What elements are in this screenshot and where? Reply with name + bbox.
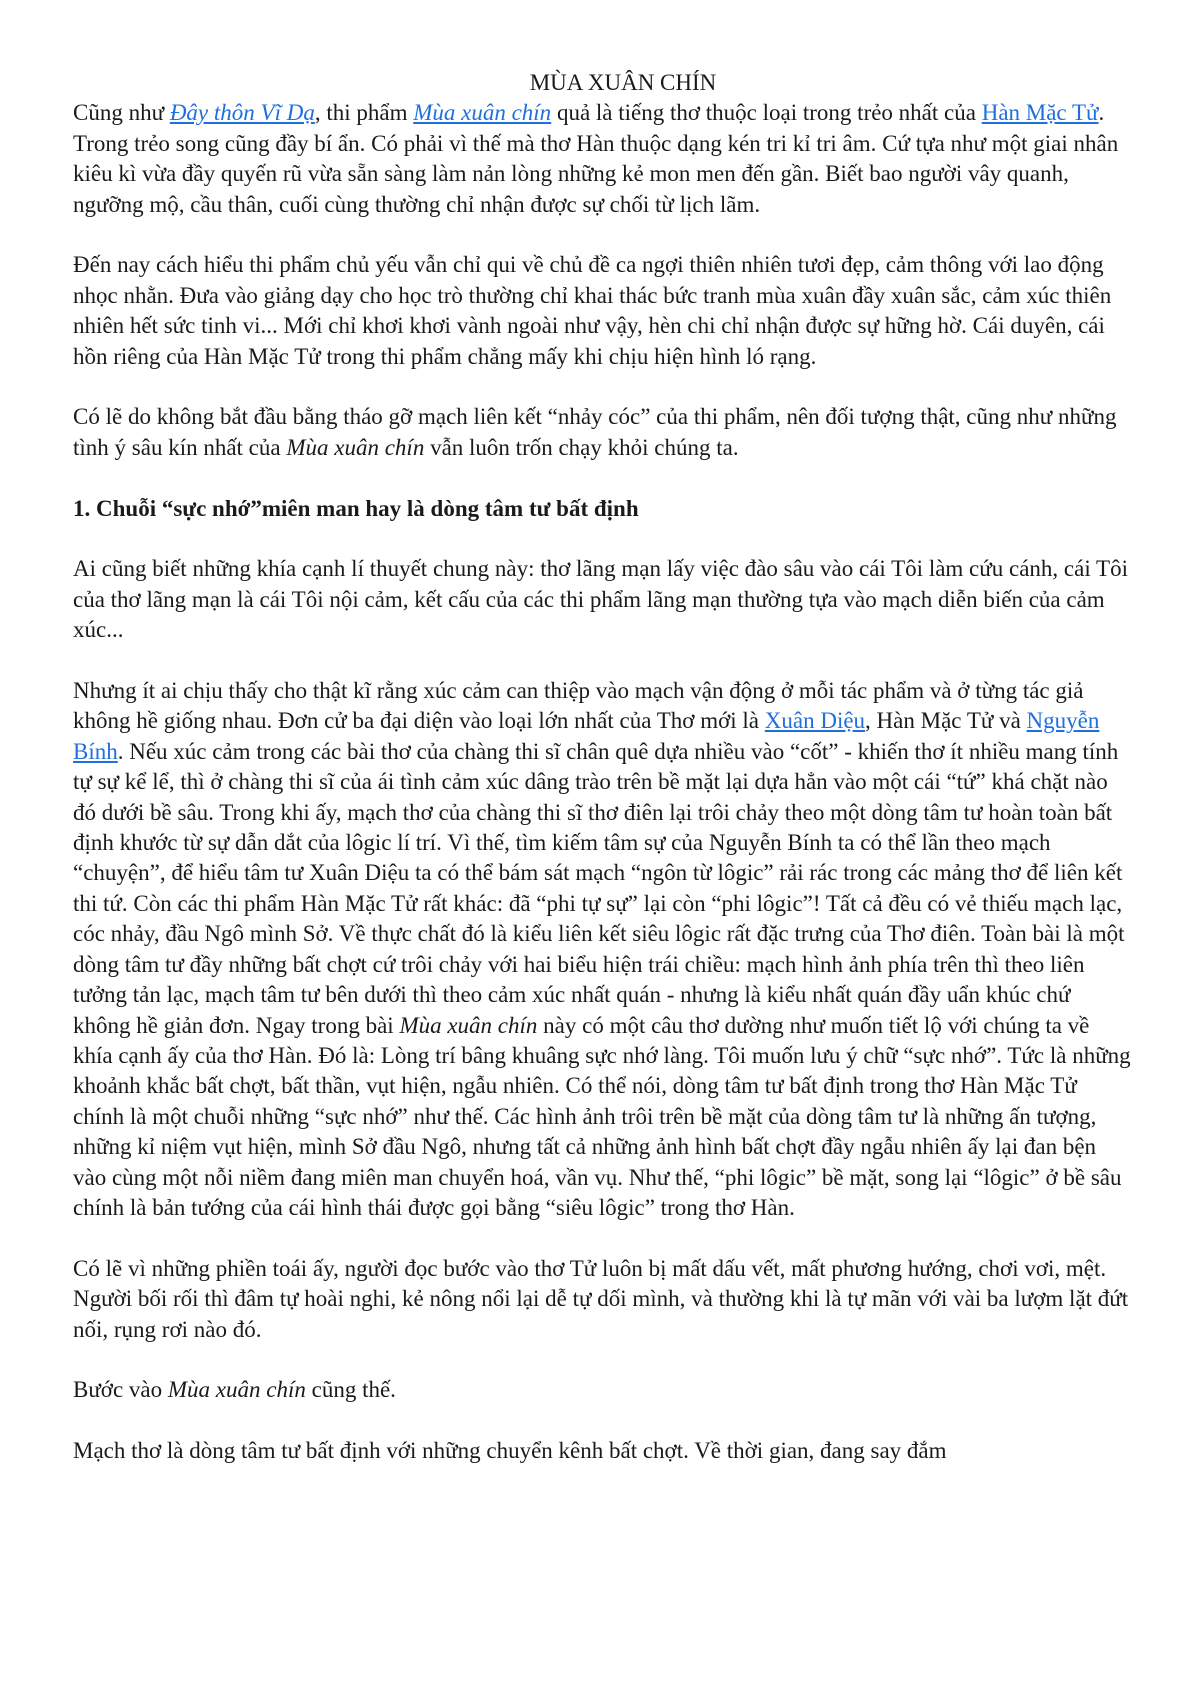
paragraph-intro [73,98,1133,220]
italic-title: Mùa xuân chín [167,1377,306,1403]
italic-title: Mùa xuân chín [286,434,425,460]
text: , thi phẩm [314,100,414,126]
italic-title: Mùa xuân chín [399,1012,538,1038]
document-page [73,68,1133,1497]
text: Bước vào [73,1377,168,1403]
text: Nhưng ít ai chịu thấy cho thật kĩ rằng xúc cảm can thiệp vào mạch vận động ở mỗi tác phẩm và ở từng tác giả không hề giống nhau. Đơn cử ba đại diện vào loại lớn nhất của Thơ mới là [73,678,1084,734]
text: . Trong trẻo song cũng đầy bí ẩn. Có phải vì thế mà thơ Hàn thuộc dạng kén tri kỉ tri âm. Cứ tựa như một giai nhân kiêu kì vừa đầy quyến rũ vừa sẵn sàng làm nản lòng những kẻ mon men đến gần. Biết bao người vây quanh, ngưỡng mộ, cầu thân, cuối cùng thường chỉ nhận được sự chối từ lịch lãm. [73,100,1119,217]
paragraph-6: Có lẽ vì những phiền toái ấy, người đọc bước vào thơ Tử luôn bị mất dấu vết, mất phương hướng, chơi vơi, mệt. Người bối rối thì đâm tự hoài nghi, kẻ nông nổi lại dễ tự dối mình, và thường khi là tự mãn với vài ba lượm lặt đứt nối, rụng rơi nào đó. [73,1255,1129,1342]
link-han-mac-tu[interactable]: Hàn Mặc Tử [981,100,1099,126]
text: quả là tiếng thơ thuộc loại trong trẻo nhất của [551,100,982,126]
paragraph-5 [73,676,1133,1223]
text: Cũng như [73,100,170,126]
paragraph-2: Đến nay cách hiểu thi phẩm chủ yếu vẫn chỉ qui về chủ đề ca ngợi thiên nhiên tươi đẹp, cảm thông với lao động nhọc nhằn. Đưa vào giảng dạy cho học trò thường chỉ khai thác bức tranh mùa xuân đầy xuân sắc, cảm xúc thiên nhiên hết sức tinh vi... Mới chỉ khơi khơi vành ngoài như vậy, hèn chi chỉ nhận được sự hững hờ. Cái duyên, cái hồn riêng của Hàn Mặc Tử trong thi phẩm chẳng mấy khi chịu hiện hình ló rạng. [73,252,1112,369]
paragraph-3 [73,402,1133,463]
link-nguyen-binh[interactable]: Nguyễn Bính [73,708,1100,764]
text: , Hàn Mặc Tử và [865,708,1027,734]
paragraph-8: Mạch thơ là dòng tâm tư bất định với những chuyển kênh bất chợt. Về thời gian, đang say đắm [73,1438,947,1464]
paragraph-4: Ai cũng biết những khía cạnh lí thuyết chung này: thơ lãng mạn lấy việc đào sâu vào cái Tôi làm cứu cánh, cái Tôi của thơ lãng mạn là cái Tôi nội cảm, kết cấu của các thi phẩm lãng mạn thường tựa vào mạch diễn biến của cảm xúc... [73,556,1128,643]
text: cũng thế. [305,1377,396,1403]
text: này có một câu thơ dường như muốn tiết lộ với chúng ta về khía cạnh ấy của thơ Hàn. Đó là: Lòng trí bâng khuâng sực nhớ làng. Tôi muốn lưu ý chữ “sực nhớ”. Tức là những khoảnh khắc bất chợt, bất thần, vụt hiện, ngẫu nhiên. Có thể nói, dòng tâm tư bất định trong thơ Hàn Mặc Tử chính là một chuỗi những “sực nhớ” như thế. Các hình ảnh trôi trên bề mặt của dòng tâm tư là những ấn tượng, những kỉ niệm vụt hiện, mình Sở đầu Ngô, nhưng tất cả những ảnh hình bất chợt đầy ngẫu nhiên ấy lại đan bện vào cùng một nỗi niềm đang miên man chuyển hoá, vần vụ. Như thế, “phi lôgic” bề mặt, song lại “lôgic” ở bề sâu chính là bản tướng của cái hình thái được gọi bằng “siêu lôgic” trong thơ Hàn. [73,1012,1131,1220]
text: . Nếu xúc cảm trong các bài thơ của chàng thi sĩ chân quê dựa nhiều vào “cốt” - khiến thơ ít nhiều mang tính tự sự kể lể, thì ở chàng thi sĩ của ái tình cảm xúc dâng trào trên bề mặt lại dựa hẳn vào một cái “tứ” khá chặt nào đó dưới bề sâu. Trong khi ấy, mạch thơ của chàng thi sĩ thơ điên lại trôi chảy theo một dòng tâm tư hoàn toàn bất định khước từ sự dẫn dắt của lôgic lí trí. Vì thế, tìm kiếm tâm sự của Nguyễn Bính ta có thể lần theo mạch “chuyện”, để hiểu tâm tư Xuân Diệu ta có thể bám sát mạch “ngôn từ lôgic” rải rác trong các mảng thơ để liên kết thi tứ. Còn các thi phẩm Hàn Mặc Tử rất khác: đã “phi tự sự” lại còn “phi lôgic”! Tất cả đều có vẻ thiếu mạch lạc, cóc nhảy, đầu Ngô mình Sở. Về thực chất đó là kiểu liên kết siêu lôgic rất đặc trưng của Thơ điên. Toàn bài là một dòng tâm tư đầy những bất chợt cứ trôi chảy với hai biểu hiện trái chiều: mạch hình ảnh phía trên thì theo liên tưởng tản lạc, mạch tâm tư bên dưới thì theo cảm xúc nhất quán - nhưng là kiểu nhất quán đầy uẩn khúc chứ không hề giản đơn. Ngay trong bài [73,738,1125,1038]
text: Có lẽ do không bắt đầu bằng tháo gỡ mạch liên kết “nhảy cóc” của thi phẩm, nên đối tượng thật, cũng như những tình ý sâu kín nhất của [73,404,1117,460]
link-day-thon-vi-da[interactable]: Đây thôn Vĩ Dạ [169,100,315,126]
link-mua-xuan-chin[interactable]: Mùa xuân chín [413,100,552,126]
paragraph-7 [73,1375,1133,1405]
text: vẫn luôn trốn chạy khỏi chúng ta. [424,434,739,460]
link-xuan-dieu[interactable]: Xuân Diệu [764,708,866,734]
section-heading-1: 1. Chuỗi “sực nhớ”miên man hay là dòng tâm tư bất định [73,495,639,521]
document-title: MÙA XUÂN CHÍN [529,70,717,95]
